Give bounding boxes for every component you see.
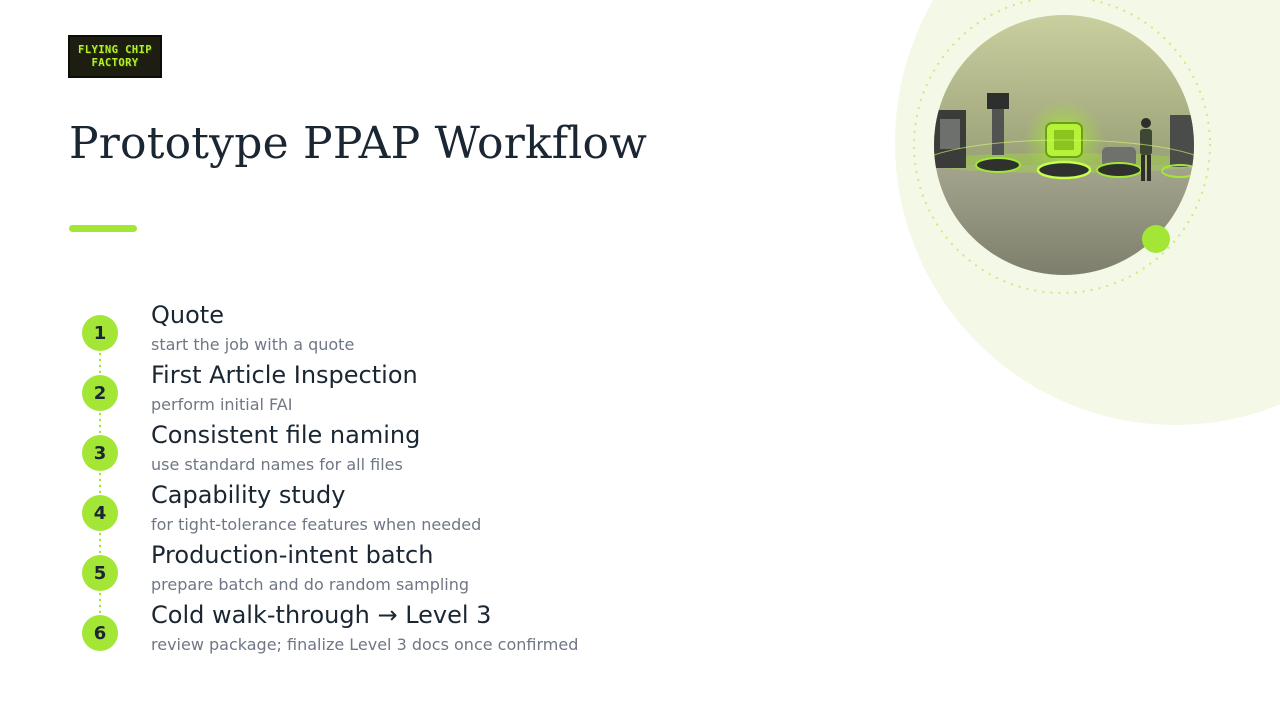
logo-line-2: FACTORY [91,56,139,69]
step-subtitle: review package; finalize Level 3 docs once confirmed [151,635,579,654]
step-title: Capability study [151,481,346,509]
step-subtitle: perform initial FAI [151,395,293,414]
company-logo [68,35,162,78]
title-accent-bar [69,225,137,232]
step-number-badge: 1 [82,315,118,351]
step-number-badge: 6 [82,615,118,651]
accent-dot [1142,225,1170,253]
logo-line-1: FLYING CHIP [78,43,152,56]
step-subtitle: prepare batch and do random sampling [151,575,470,594]
slide-title: Prototype PPAP Workflow [69,118,648,169]
step-title: Quote [151,301,224,329]
step-number-badge: 5 [82,555,118,591]
step-title: Consistent file naming [151,421,421,449]
step-connector [99,531,101,553]
step-connector [99,471,101,493]
step-connector [99,411,101,433]
step-connector [99,591,101,613]
step-subtitle: for tight-tolerance features when needed [151,515,482,534]
step-subtitle: use standard names for all files [151,455,403,474]
step-number-badge: 4 [82,495,118,531]
factory-photo-frame [912,0,1212,300]
step-subtitle: start the job with a quote [151,335,355,354]
step-number-badge: 2 [82,375,118,411]
step-number-badge: 3 [82,435,118,471]
step-item [82,601,682,673]
step-title: First Article Inspection [151,361,418,389]
step-title: Cold walk-through → Level 3 [151,601,492,629]
step-connector [99,351,101,373]
step-title: Production-intent batch [151,541,434,569]
